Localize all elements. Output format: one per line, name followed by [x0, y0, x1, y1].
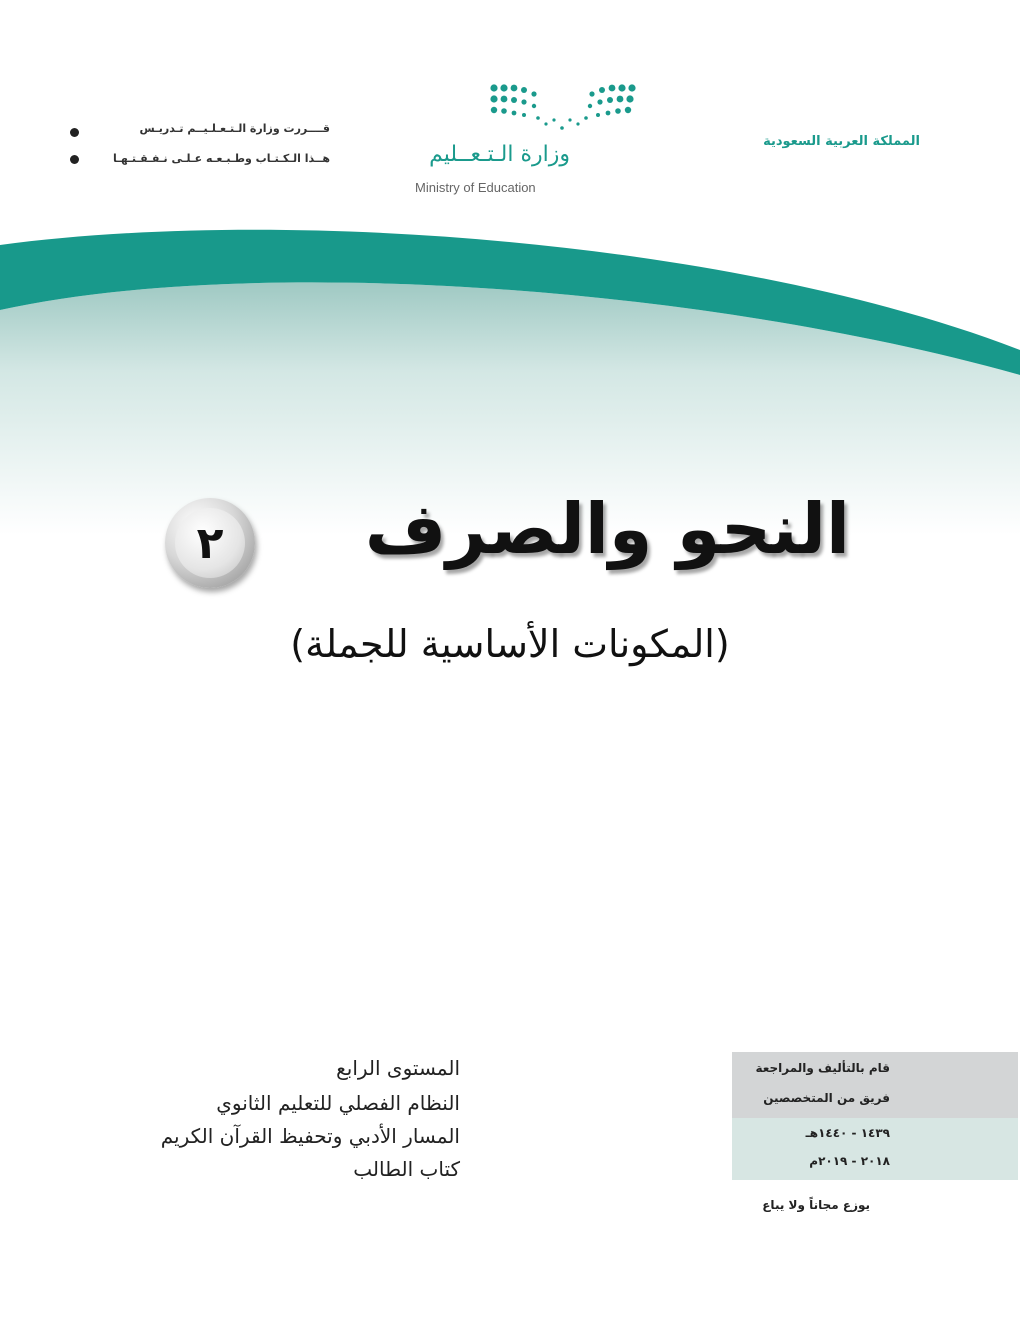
distribution-note: يوزع مجاناً ولا يباع	[762, 1198, 870, 1212]
ministry-name-english: Ministry of Education	[415, 180, 536, 195]
book-title: النحو والصرف	[364, 488, 850, 570]
info-book-type: كتاب الطالب	[353, 1157, 460, 1181]
volume-number: ٢	[175, 508, 245, 578]
info-track: المسار الأدبي وتحفيظ القرآن الكريم	[160, 1124, 460, 1148]
ministry-logo-icon	[488, 80, 648, 140]
decree-line-2: هــذا الـكـتـاب وطـبـعـه عـلـى نـفـقـتـهـا	[113, 152, 330, 165]
volume-badge	[165, 498, 255, 588]
info-level: المستوى الرابع	[336, 1056, 460, 1080]
ministry-name-arabic: وزارة الـتـعــليم	[429, 142, 570, 167]
country-name: المملكة العربية السعودية	[763, 134, 920, 149]
credits-authors-panel	[732, 1052, 1018, 1118]
credits-box	[732, 1052, 1018, 1180]
credits-year-panel	[732, 1118, 1018, 1180]
info-system: النظام الفصلي للتعليم الثانوي	[216, 1091, 460, 1115]
teal-swoosh-banner	[0, 215, 1020, 535]
bullet-icon	[70, 155, 79, 164]
gregorian-year: ٢٠١٨ - ٢٠١٩م	[809, 1154, 890, 1168]
bullet-icon	[70, 128, 79, 137]
authors-value: فريق من المتخصصين	[763, 1091, 890, 1105]
book-subtitle: (المكونات الأساسية للجملة)	[290, 622, 730, 666]
decree-line-1: قــــررت وزارة الـتـعـلـيــم تـدريـس	[139, 122, 330, 135]
hijri-year: ١٤٣٩ - ١٤٤٠هـ	[805, 1126, 890, 1140]
book-title-block	[160, 488, 860, 598]
authors-label: قام بالتأليف والمراجعة	[755, 1061, 890, 1075]
